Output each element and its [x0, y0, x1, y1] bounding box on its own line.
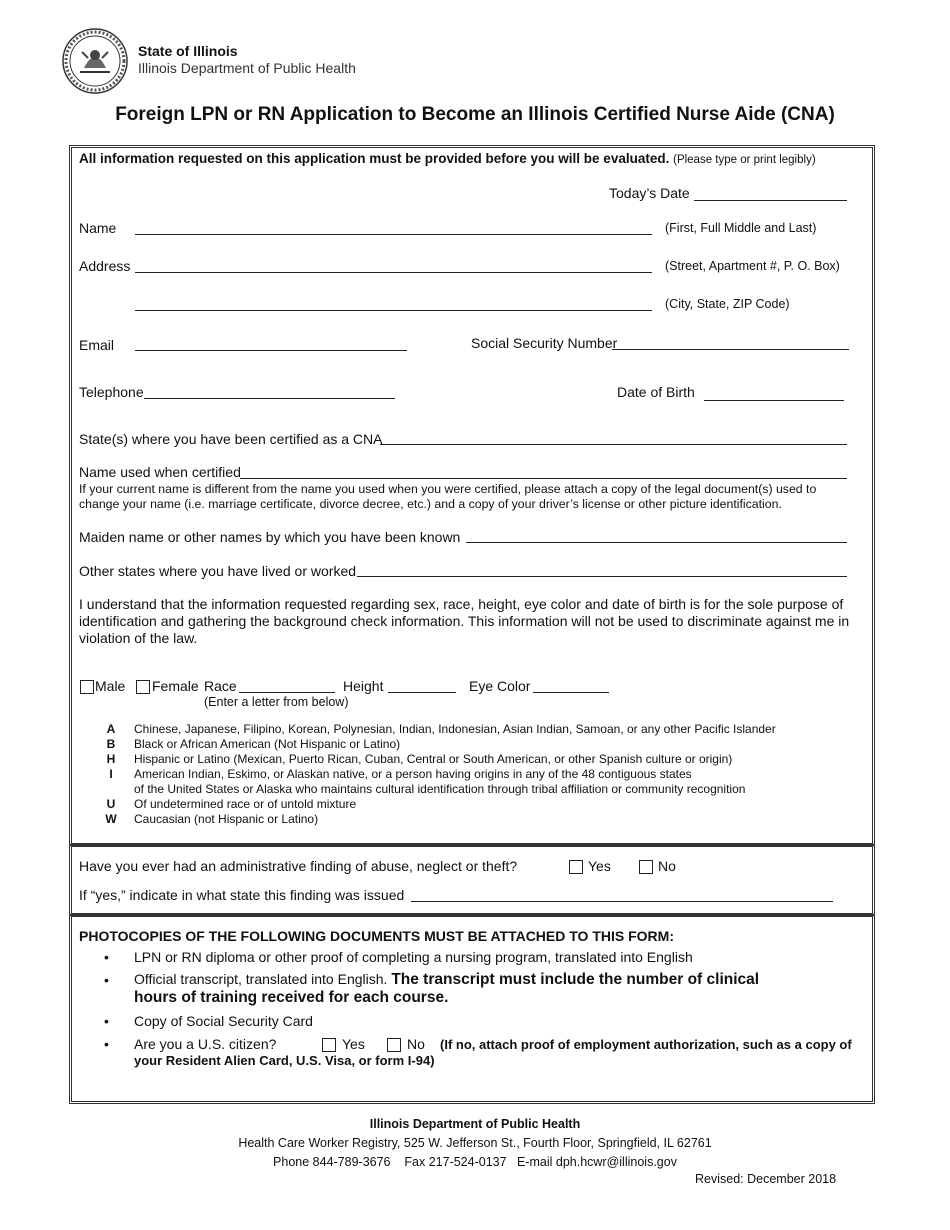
race-description-continued: of the United States or Alaska who maintains cultural identification through tribal affiliation or community recognition	[134, 782, 746, 796]
abuse-finding-section	[69, 844, 875, 916]
transcript-requirement-2: hours of training received for each course.	[134, 989, 449, 1006]
ssn-label: Social Security Number	[471, 335, 618, 351]
citizen-no-checkbox[interactable]	[387, 1038, 401, 1052]
bullet: •	[104, 1036, 109, 1052]
height-field[interactable]	[388, 692, 456, 693]
citizen-yes-checkbox[interactable]	[322, 1038, 336, 1052]
female-checkbox[interactable]	[136, 680, 150, 694]
abuse-question: Have you ever had an administrative finding of abuse, neglect or theft?	[79, 858, 518, 874]
race-description: Black or African American (Not Hispanic or Latino)	[134, 737, 401, 751]
address-street-field[interactable]	[135, 272, 652, 273]
bullet: •	[104, 1013, 109, 1029]
race-code: A	[106, 722, 116, 736]
height-label: Height	[343, 678, 384, 694]
male-label: Male	[95, 678, 126, 694]
citizen-note-2: your Resident Alien Card, U.S. Visa, or form I-94)	[134, 1053, 435, 1068]
disclaimer-line-3: violation of the law.	[79, 630, 198, 646]
race-description: American Indian, Eskimo, or Alaskan native, or a person having origins in any of the 48 contiguous states	[134, 767, 692, 781]
telephone-label: Telephone	[79, 384, 144, 400]
bullet: •	[104, 972, 109, 988]
name-certified-note-1: If your current name is different from the name you used when you were certified, please attach a copy of the legal document(s) used to	[79, 482, 817, 496]
document-diploma: LPN or RN diploma or other proof of completing a nursing program, translated into English	[134, 949, 693, 965]
instructions-bold: All information requested on this application must be provided before you will be evaluated.	[79, 151, 670, 166]
transcript-requirement-1: The transcript must include the number of clinical	[391, 971, 760, 988]
maiden-name-field[interactable]	[466, 542, 847, 543]
eye-color-label: Eye Color	[469, 678, 531, 694]
race-code: U	[106, 797, 116, 811]
footer-address: Health Care Worker Registry, 525 W. Jefferson St., Fourth Floor, Springfield, IL 62761	[238, 1136, 712, 1150]
abuse-no-label: No	[658, 858, 676, 874]
revised-date: Revised: December 2018	[695, 1172, 837, 1186]
footer-department: Illinois Department of Public Health	[369, 1117, 581, 1131]
states-certified-label: State(s) where you have been certified as a CNA	[79, 431, 383, 447]
race-code: H	[106, 752, 116, 766]
org-state: State of Illinois	[138, 43, 238, 59]
document-transcript	[134, 971, 759, 989]
abuse-yes-checkbox[interactable]	[569, 860, 583, 874]
illinois-state-seal-icon	[62, 28, 128, 94]
address-hint-street: (Street, Apartment #, P. O. Box)	[665, 259, 840, 273]
email-label: Email	[79, 337, 115, 353]
name-certified-field[interactable]	[240, 478, 847, 479]
todays-date-label: Today’s Date	[609, 185, 690, 201]
race-code: I	[109, 767, 113, 781]
race-description: Chinese, Japanese, Filipino, Korean, Polynesian, Indian, Indonesian, Asian Indian, Samoan, or any other Pacific Islander	[134, 722, 776, 736]
name-certified-note-2: change your name (i.e. marriage certificate, divorce decree, etc.) and a copy of your driver’s license or other picture identification.	[79, 497, 782, 511]
race-label: Race	[204, 678, 237, 694]
maiden-name-label: Maiden name or other names by which you have been known	[79, 529, 461, 545]
photocopies-heading: PHOTOCOPIES OF THE FOLLOWING DOCUMENTS MUST BE ATTACHED TO THIS FORM:	[79, 928, 674, 944]
footer-contact: Phone 844-789-3676 Fax 217-524-0137 E-mail dph.hcwr@illinois.gov	[273, 1155, 677, 1169]
email-field[interactable]	[135, 350, 407, 351]
other-states-label: Other states where you have lived or worked	[79, 563, 357, 579]
eye-color-field[interactable]	[533, 692, 609, 693]
address-label: Address	[79, 258, 131, 274]
address-hint-city: (City, State, ZIP Code)	[665, 297, 790, 311]
disclaimer-line-2: identification and gathering the background check information. This information will not be used to discriminate against me in	[79, 613, 850, 629]
instructions-note: (Please type or print legibly)	[673, 154, 816, 166]
transcript-text: Official transcript, translated into English.	[134, 971, 388, 987]
abuse-state-field[interactable]	[411, 901, 833, 902]
name-hint: (First, Full Middle and Last)	[665, 221, 817, 235]
name-label: Name	[79, 220, 117, 236]
name-field[interactable]	[135, 234, 652, 235]
states-certified-field[interactable]	[380, 444, 847, 445]
instructions	[79, 151, 816, 166]
name-certified-label: Name used when certified	[79, 464, 241, 480]
race-code: W	[105, 812, 117, 826]
citizen-note-1: (If no, attach proof of employment authorization, such as a copy of	[440, 1037, 852, 1052]
female-label: Female	[152, 678, 199, 694]
citizen-no-label: No	[407, 1036, 425, 1052]
disclaimer-line-1: I understand that the information requested regarding sex, race, height, eye color and date of birth is for the sole purpose of	[79, 596, 844, 612]
abuse-state-label: If “yes,” indicate in what state this finding was issued	[79, 887, 405, 903]
dob-label: Date of Birth	[617, 384, 695, 400]
race-description: Caucasian (not Hispanic or Latino)	[134, 812, 319, 826]
org-department: Illinois Department of Public Health	[138, 60, 356, 76]
document-ss-card: Copy of Social Security Card	[134, 1013, 313, 1029]
race-field[interactable]	[239, 692, 335, 693]
bullet: •	[104, 949, 109, 965]
todays-date-field[interactable]	[694, 200, 847, 201]
telephone-field[interactable]	[144, 398, 395, 399]
race-hint: (Enter a letter from below)	[204, 695, 349, 709]
race-description: Of undetermined race or of untold mixture	[134, 797, 357, 811]
male-checkbox[interactable]	[80, 680, 94, 694]
abuse-yes-label: Yes	[588, 858, 611, 874]
address-city-field[interactable]	[135, 310, 652, 311]
page-title: Foreign LPN or RN Application to Become an Illinois Certified Nurse Aide (CNA)	[115, 104, 835, 125]
other-states-field[interactable]	[357, 576, 847, 577]
dob-field[interactable]	[704, 400, 844, 401]
citizen-yes-label: Yes	[342, 1036, 365, 1052]
race-code: B	[106, 737, 116, 751]
race-description: Hispanic or Latino (Mexican, Puerto Rican, Cuban, Central or South American, or other Spanish culture or origin)	[134, 752, 733, 766]
abuse-no-checkbox[interactable]	[639, 860, 653, 874]
ssn-field[interactable]	[612, 349, 849, 350]
citizen-question: Are you a U.S. citizen?	[134, 1036, 277, 1052]
